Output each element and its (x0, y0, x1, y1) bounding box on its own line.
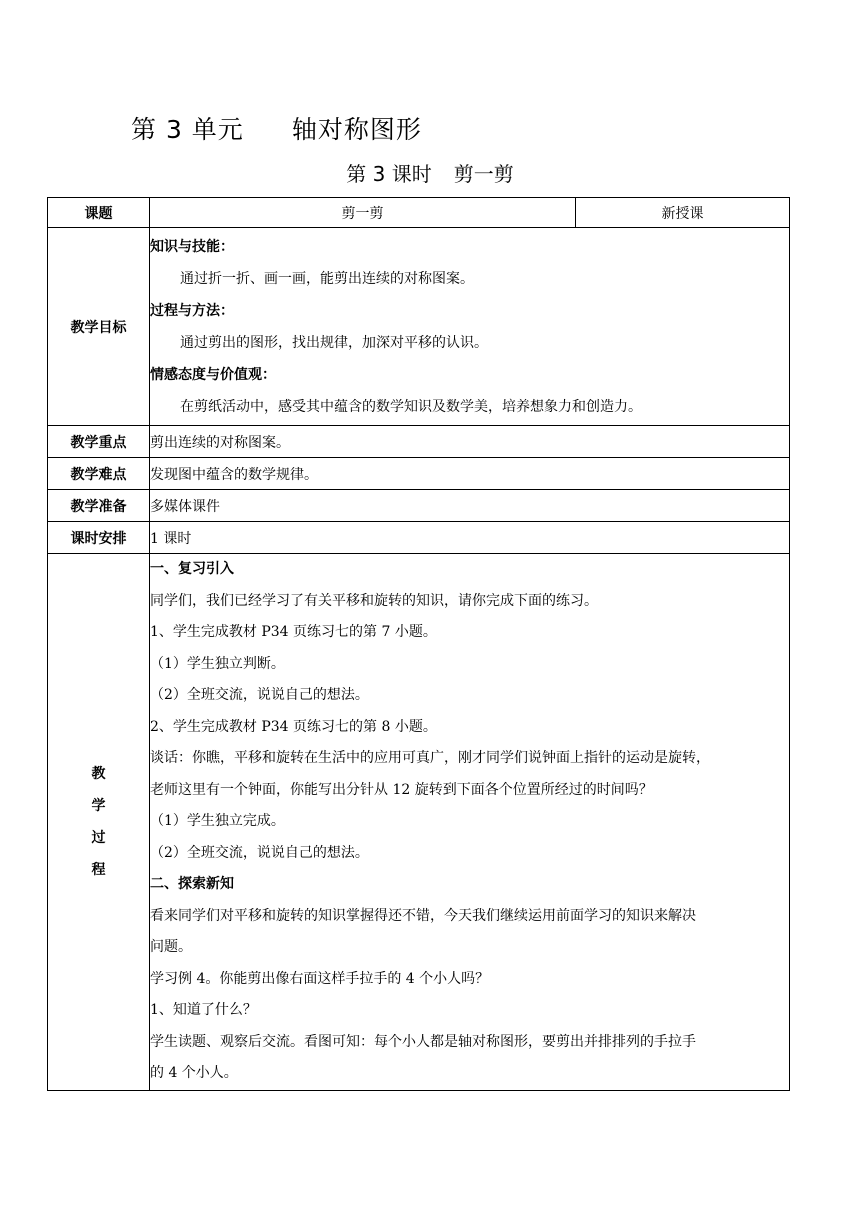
process-label-char: 学 (91, 798, 106, 814)
process-line: 1、知道了什么？ (150, 1002, 257, 1018)
prep-row (48, 490, 790, 522)
process-line: 看来同学们对平移和旋转的知识掌握得还不错，今天我们继续运用前面学习的知识来解决 (150, 907, 696, 924)
process-line: 学生读题、观察后交流。看图可知：每个小人都是轴对称图形，要剪出并排排列的手拉手 (150, 1033, 696, 1050)
key-row (48, 426, 790, 458)
goal-heading: 知识与技能： (150, 238, 234, 255)
process-line: 1、学生完成教材 P34 页练习七的第 7 小题。 (150, 624, 437, 640)
process-heading: 一、复习引入 (150, 561, 234, 577)
process-line: 老师这里有一个钟面，你能写出分针从 12 旋转到下面各个位置所经过的时间吗？ (150, 781, 653, 798)
process-line: （2）全班交流，说说自己的想法。 (150, 687, 369, 703)
difficulty-label: 教学难点 (48, 458, 150, 490)
process-label-char: 程 (91, 862, 106, 878)
process-line: 学习例 4。你能剪出像右面这样手拉手的 4 个小人吗？ (150, 970, 490, 987)
schedule-value: 1 课时 (150, 522, 790, 554)
process-cell (150, 554, 790, 1091)
goal-heading: 过程与方法： (150, 302, 234, 319)
process-label-char: 过 (91, 830, 106, 846)
goal-text: 通过剪出的图形，找出规律，加深对平移的认识。 (180, 334, 488, 351)
process-line: 2、学生完成教材 P34 页练习七的第 8 小题。 (150, 718, 437, 735)
goal-text: 通过折一折、画一画，能剪出连续的对称图案。 (180, 270, 474, 287)
lesson-period: 第 3 课时 (346, 162, 432, 186)
process-label (48, 554, 150, 1091)
lesson-plan-table (47, 197, 790, 1091)
lesson-name: 剪一剪 (453, 162, 514, 186)
difficulty-row (48, 458, 790, 490)
schedule-row (48, 522, 790, 554)
goal-text: 在剪纸活动中，感受其中蕴含的数学知识及数学美，培养想象力和创造力。 (180, 398, 642, 415)
goal-heading: 情感态度与价值观： (150, 366, 276, 383)
process-heading: 二、探索新知 (150, 876, 234, 892)
topic-label: 课题 (48, 198, 150, 228)
unit-name: 轴对称图形 (291, 115, 422, 144)
process-line: 谈话：你瞧，平移和旋转在生活中的应用可真广，刚才同学们说钟面上指针的运动是旋转， (150, 750, 710, 766)
schedule-label: 课时安排 (48, 522, 150, 554)
process-line: （1）学生独立完成。 (150, 813, 285, 829)
prep-label: 教学准备 (48, 490, 150, 522)
unit-title (131, 110, 422, 146)
unit-number: 第 3 单元 (131, 115, 244, 144)
key-label: 教学重点 (48, 426, 150, 458)
process-line: （1）学生独立判断。 (150, 655, 285, 672)
goals-row (48, 228, 790, 426)
process-line: 的 4 个小人。 (150, 1065, 238, 1081)
topic-row (48, 198, 790, 228)
process-line: 同学们，我们已经学习了有关平移和旋转的知识，请你完成下面的练习。 (150, 592, 598, 609)
process-label-char: 教 (91, 766, 106, 782)
goals-cell (150, 228, 790, 426)
process-line: 问题。 (150, 939, 192, 955)
lesson-title (0, 158, 860, 187)
process-line: （2）全班交流，说说自己的想法。 (150, 844, 369, 861)
prep-value: 多媒体课件 (150, 490, 790, 522)
key-value: 剪出连续的对称图案。 (150, 426, 790, 458)
goals-label: 教学目标 (48, 228, 150, 426)
topic-value: 剪一剪 (150, 198, 576, 228)
difficulty-value: 发现图中蕴含的数学规律。 (150, 458, 790, 490)
process-row (48, 554, 790, 1091)
lesson-type: 新授课 (576, 198, 790, 228)
